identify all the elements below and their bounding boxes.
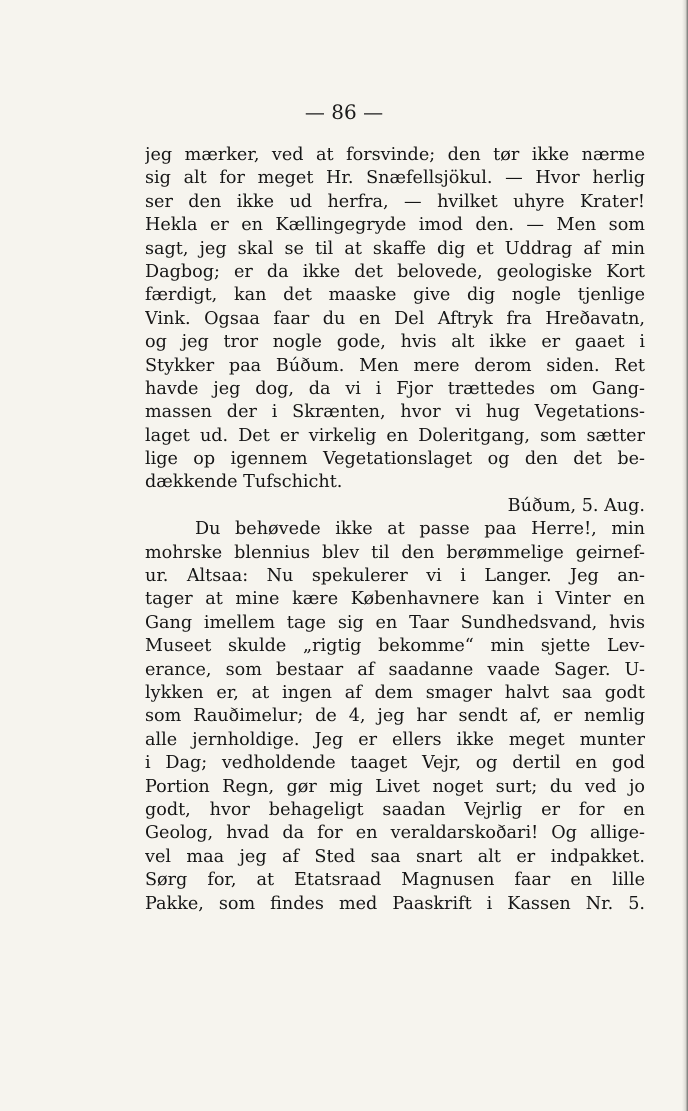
- text-line: massen der i Skrænten, hvor vi hug Vegetations-: [145, 402, 645, 423]
- dateline: Búðum, 5. Aug.: [507, 495, 645, 516]
- text-line: i Dag; vedholdende taaget Vejr, og dertil en god: [145, 753, 645, 774]
- text-line: Geolog, hvad da for en veraldarskoðari! Og allige-: [145, 823, 645, 844]
- page-edge-shadow: [682, 0, 688, 1111]
- text-line: dækkende Tufschicht.: [145, 472, 343, 493]
- text-line: Dagbog; er da ikke det belovede, geologiske Kort: [145, 261, 645, 282]
- text-line: Museet skulde „rigtig bekomme“ min sjette Lev-: [145, 636, 645, 657]
- text-line: og jeg tror nogle gode, hvis alt ikke er gaaet i: [145, 332, 645, 353]
- text-line: lykken er, at ingen af dem smager halvt saa godt: [145, 682, 645, 703]
- text-line: lige op igennem Vegetationslaget og den det be-: [145, 449, 645, 470]
- text-line: Vink. Ogsaa faar du en Del Aftryk fra Hreðavatn,: [145, 308, 645, 329]
- text-line: Sørg for, at Etatsraad Magnusen faar en lille: [145, 870, 645, 891]
- text-line: godt, hvor behageligt saadan Vejrlig er for en: [145, 799, 645, 820]
- text-line: vel maa jeg af Sted saa snart alt er indpakket.: [145, 846, 645, 867]
- body-text: [145, 144, 645, 916]
- text-line: Portion Regn, gør mig Livet noget surt; du ved jo: [145, 776, 645, 797]
- text-line: ser den ikke ud herfra, — hvilket uhyre Krater!: [145, 191, 645, 212]
- text-line: erance, som bestaar af saadanne vaade Sager. U-: [145, 659, 645, 680]
- text-line: tager at mine kære Københavnere kan i Vinter en: [145, 589, 645, 610]
- text-line: Gang imellem tage sig en Taar Sundhedsvand, hvis: [145, 612, 645, 633]
- text-line: sagt, jeg skal se til at skaffe dig et Uddrag af min: [145, 238, 645, 259]
- paragraph-2: [145, 518, 645, 916]
- text-line: havde jeg dog, da vi i Fjor trættedes om Gang-: [145, 378, 645, 399]
- text-line: Stykker paa Búðum. Men mere derom siden. Ret: [145, 355, 645, 376]
- text-line: Hekla er en Kællingegryde imod den. — Men som: [145, 215, 645, 236]
- page-number: — 86 —: [304, 100, 384, 124]
- text-line: jeg mærker, ved at forsvinde; den tør ikke nærme: [145, 145, 645, 165]
- text-line: færdigt, kan det maaske give dig nogle tjenlige: [145, 285, 645, 306]
- text-line: ur. Altsaa: Nu spekulerer vi i Langer. Jeg an-: [145, 566, 645, 587]
- text-line: alle jernholdige. Jeg er ellers ikke meget munter: [145, 729, 645, 750]
- text-line: Du behøvede ikke at passe paa Herre!, min: [195, 519, 645, 540]
- paragraph-1: [145, 144, 645, 495]
- text-line: laget ud. Det er virkelig en Doleritgang, som sætter: [145, 425, 645, 446]
- text-line: sig alt for meget Hr. Snæfellsjökul. — Hvor herlig: [145, 168, 645, 189]
- text-line: Pakke, som findes med Paaskrift i Kassen Nr. 5.: [145, 893, 645, 914]
- text-line: mohrske blennius blev til den berømmelige geirnef-: [145, 542, 645, 563]
- text-line: som Rauðimelur; de 4, jeg har sendt af, er nemlig: [145, 706, 645, 727]
